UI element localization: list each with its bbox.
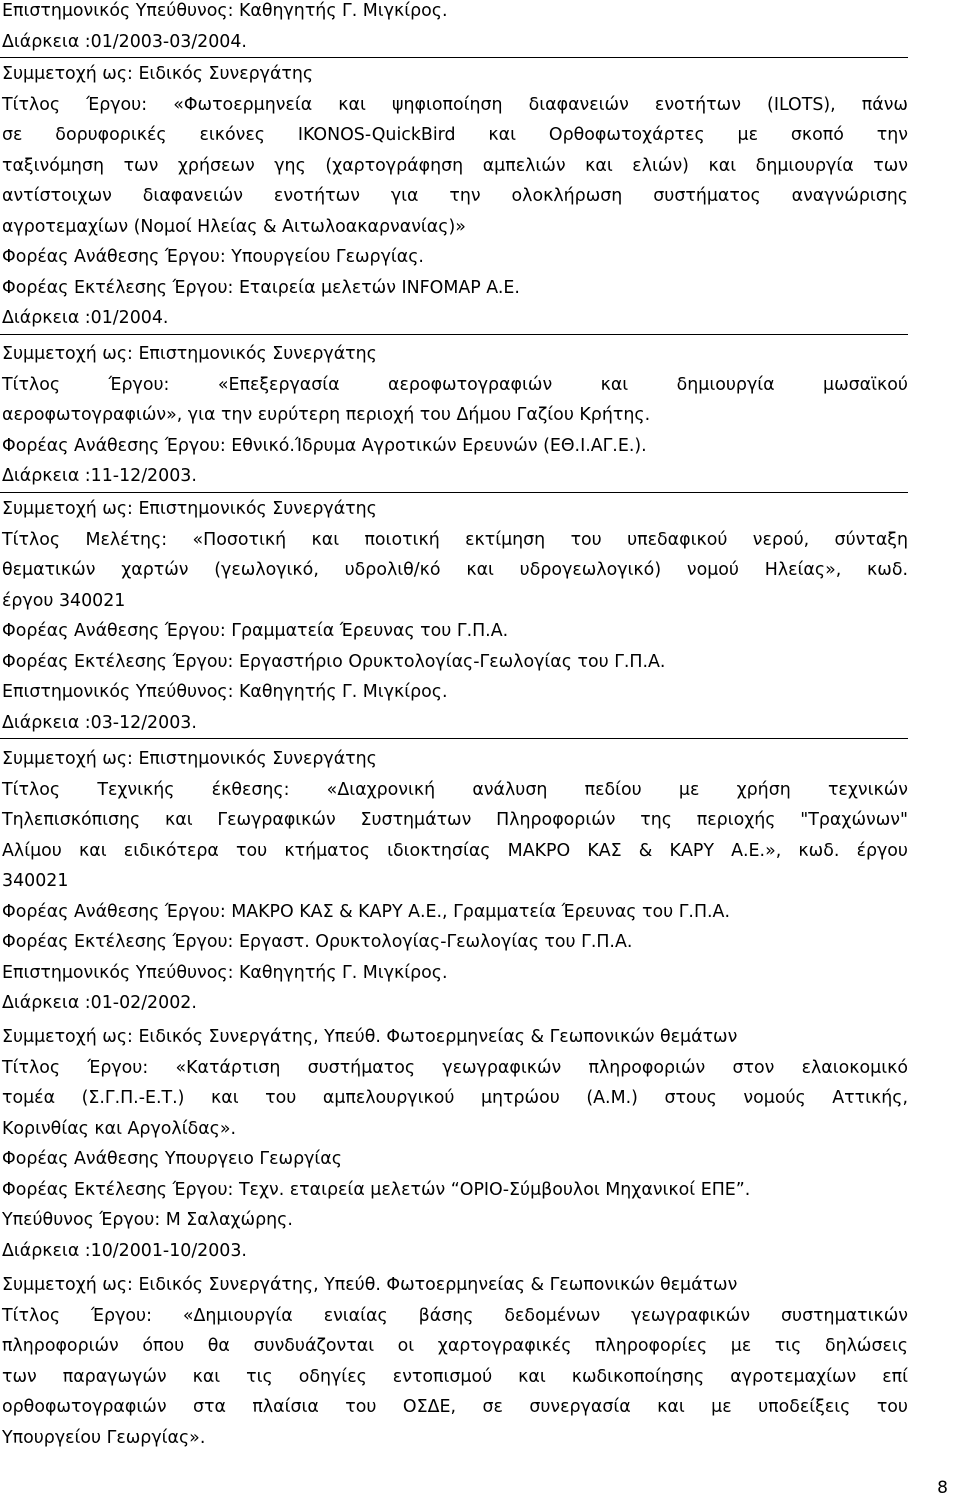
entry-line: Φορέας Εκτέλεσης Έργου: Εταιρεία μελετών INFOMAP A.E. — [2, 277, 520, 298]
entry-line: Φορέας Ανάθεσης Έργου: ΜΑΚΡΟ ΚΑΣ & ΚΑΡΥ Α.Ε., Γραμματεία Έρευνας του Γ.Π.Α. — [2, 901, 730, 922]
entry-line: Τίτλος Μελέτης: «Ποσοτική και ποιοτική εκτίμηση του υπεδαφικού νερού, σύνταξη — [2, 529, 908, 550]
entry-line: Φορέας Ανάθεσης Έργου: Γραμματεία Έρευνας του Γ.Π.Α. — [2, 621, 509, 641]
entry-block-0 — [0, 0, 908, 58]
entry-line: Τίτλος Έργου: «Δημιουργία ενιαίας βάσης δεδομένων γεωγραφικών συστηματικών — [2, 1305, 908, 1326]
entry-line: Φορέας Ανάθεσης Έργου: Εθνικό.Ίδρυμα Αγροτικών Ερευνών (ΕΘ.Ι.ΑΓ.Ε.). — [2, 435, 647, 456]
entry-line: Επιστημονικός Υπεύθυνος: Καθηγητής Γ. Μιγκίρος. — [2, 1, 448, 21]
entry-line: Τίτλος Έργου: «Επεξεργασία αεροφωτογραφιών και δημιουργία μωσαϊκού — [2, 374, 908, 395]
entry-line: θεματικών χαρτών (γεωλογικό, υδρολιθ/κό και υδρογεωλογικό) νομού Ηλείας», κωδ. — [2, 560, 908, 580]
entry-line: τομέα (Σ.Γ.Π.-Ε.Τ.) και του αμπελουργικού μητρώου (Α.Μ.) στους νομούς Αττικής, — [2, 1088, 908, 1108]
entry-line: Διάρκεια :03-12/2003. — [0, 708, 908, 740]
entry-line: σε δορυφορικές εικόνες IKONOS-QuickBird και Ορθοφωτοχάρτες με σκοπό την — [2, 125, 908, 145]
entry-line: Τίτλος Έργου: «Κατάρτιση συστήματος γεωγραφικών πληροφοριών στον ελαιοκομικό — [2, 1057, 908, 1078]
entry-block-3 — [0, 494, 908, 739]
entry-line: των παραγωγών και τις οδηγίες εντοπισμού και κωδικοποίησης αγροτεμαχίων επί — [2, 1366, 908, 1387]
entry-line: Φορέας Ανάθεσης Υπουργειο Γεωργίας — [2, 1149, 342, 1169]
entry-line: Συμμετοχή ως: Ειδικός Συνεργάτης, Υπεύθ. Φωτοερμηνείας & Γεωπονικών θεμάτων — [2, 1275, 738, 1295]
entry-line: Υπουργείου Γεωργίας». — [2, 1427, 206, 1448]
entry-line: Συμμετοχή ως: Επιστημονικός Συνεργάτης — [2, 499, 377, 519]
entry-line: Συμμετοχή ως: Ειδικός Συνεργάτης — [2, 64, 314, 84]
entry-line: 340021 — [2, 871, 69, 891]
entry-line: Κορινθίας και Αργολίδας». — [2, 1118, 237, 1139]
entry-line: Τηλεπισκόπισης και Γεωγραφικών Συστημάτων Πληροφοριών της περιοχής "Τραχώνων" — [2, 810, 908, 830]
entry-block-5 — [0, 1022, 908, 1266]
entry-line: Φορέας Εκτέλεσης Έργου: Τεχν. εταιρεία μελετών “ΟΡΙΟ-Σύμβουλοι Μηχανικοί ΕΠΕ”. — [2, 1179, 751, 1200]
entry-block-2 — [0, 339, 908, 493]
entry-line: Διάρκεια :10/2001-10/2003. — [2, 1240, 247, 1261]
entry-line: αντίστοιχων διαφανειών ενοτήτων για την ολοκλήρωση συστήματος αναγνώρισης — [2, 186, 908, 206]
entry-line: Συμμετοχή ως: Επιστημονικός Συνεργάτης — [2, 749, 377, 769]
entry-line: Συμμετοχή ως: Επιστημονικός Συνεργάτης — [2, 344, 377, 364]
entry-line: Τίτλος Έργου: «Φωτοερμηνεία και ψηφιοποίηση διαφανειών ενοτήτων (ILOTS), πάνω — [2, 94, 908, 115]
entry-line: Φορέας Εκτέλεσης Έργου: Εργαστ. Ορυκτολογίας-Γεωλογίας του Γ.Π.Α. — [2, 932, 633, 952]
entry-line: Υπεύθυνος Έργου: Μ Σαλαχώρης. — [2, 1210, 293, 1230]
entry-line: ορθοφωτογραφιών στα πλαίσια του ΟΣΔΕ, σε συνεργασία και με υποδείξεις του — [2, 1397, 908, 1417]
entry-line: πληροφοριών όπου θα συνδυάζονται οι χαρτογραφικές πληροφορίες με τις δηλώσεις — [2, 1336, 908, 1356]
page-number: 8 — [937, 1478, 948, 1498]
entry-line: ταξινόμηση των χρήσεων γης (χαρτογράφηση αμπελιών και ελιών) και δημιουργία των — [2, 155, 908, 176]
entry-line: Διάρκεια :01/2004. — [0, 303, 908, 335]
entry-line: Διάρκεια :01-02/2002. — [2, 993, 197, 1013]
entry-line: Συμμετοχή ως: Ειδικός Συνεργάτης, Υπεύθ. Φωτοερμηνείας & Γεωπονικών θεμάτων — [2, 1027, 738, 1047]
entry-line: Επιστημονικός Υπεύθυνος: Καθηγητής Γ. Μιγκίρος. — [2, 962, 448, 983]
entry-block-4 — [0, 744, 908, 1019]
entry-line: Διάρκεια :11-12/2003. — [0, 461, 908, 493]
entry-line: αγροτεμαχίων (Νομοί Ηλείας & Αιτωλοακαρνανίας)» — [2, 216, 466, 237]
entry-line: Τίτλος Τεχνικής έκθεσης: «Διαχρονική ανάλυση πεδίου με χρήση τεχνικών — [2, 779, 908, 800]
entry-block-1 — [0, 59, 908, 335]
entry-line: αεροφωτογραφιών», για την ευρύτερη περιοχή του Δήμου Γαζίου Κρήτης. — [2, 405, 651, 425]
entry-line: Διάρκεια :01/2003-03/2004. — [0, 27, 908, 59]
entry-block-6 — [0, 1270, 908, 1453]
entry-line: Επιστημονικός Υπεύθυνος: Καθηγητής Γ. Μιγκίρος. — [2, 682, 448, 702]
entry-line: Αλίμου και ειδικότερα του κτήματος ιδιοκτησίας ΜΑΚΡΟ ΚΑΣ & ΚΑΡΥ Α.Ε.», κωδ. έργου — [2, 840, 908, 861]
entry-line: έργου 340021 — [2, 590, 126, 611]
entry-line: Φορέας Ανάθεσης Έργου: Υπουργείου Γεωργίας. — [2, 247, 424, 267]
entry-line: Φορέας Εκτέλεσης Έργου: Εργαστήριο Ορυκτολογίας-Γεωλογίας του Γ.Π.Α. — [2, 651, 666, 672]
